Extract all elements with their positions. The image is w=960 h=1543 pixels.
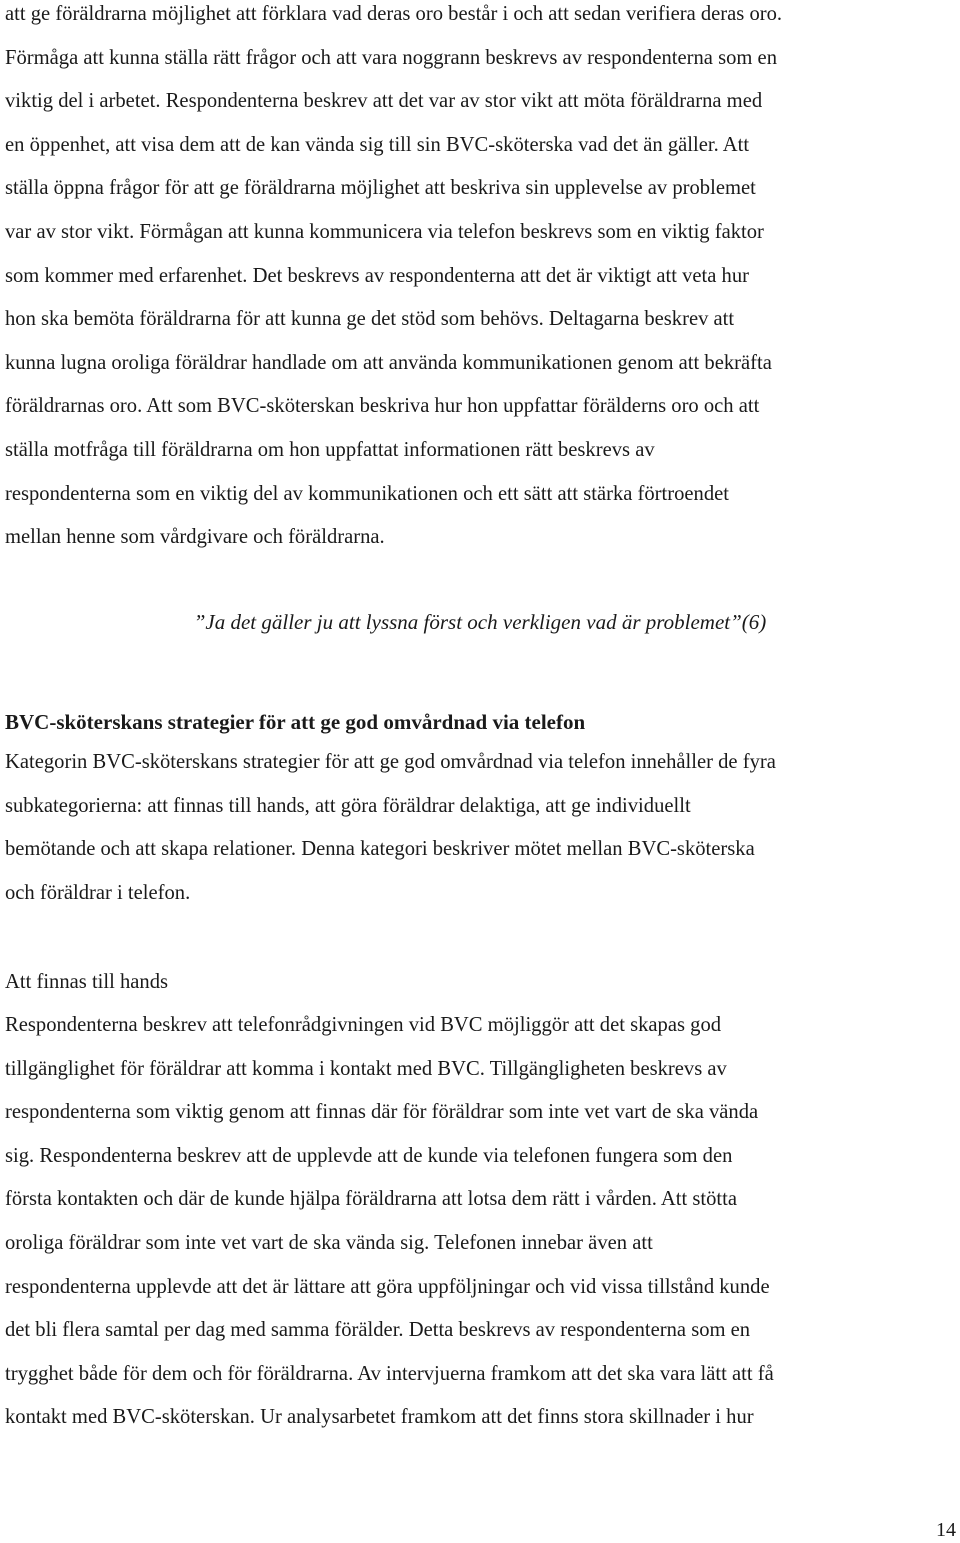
text-line: att ge föräldrarna möjlighet att förklara vad deras oro består i och att sedan verifiera deras oro. [5, 3, 783, 25]
text-line: första kontakten och där de kunde hjälpa föräldrarna att lotsa dem rätt i vården. Att stötta [5, 1188, 737, 1211]
text-line: en öppenhet, att visa dem att de kan vända sig till sin BVC-sköterska vad det än gäller. Att [5, 133, 750, 156]
subsection-heading: Att finnas till hands [5, 971, 169, 993]
text-line: kunna lugna oroliga föräldrar handlade om att använda kommunikationen genom att bekräfta [5, 351, 772, 374]
text-line: Förmåga att kunna ställa rätt frågor och att vara noggrann beskrevs av respondenterna som en [5, 46, 777, 69]
document-page [5, 0, 955, 1429]
body-paragraph-3 [5, 1004, 955, 1440]
text-line: respondenterna upplevde att det är lättare att göra uppföljningar och vid vissa tillstånd kunde [5, 1275, 770, 1298]
text-line: respondenterna som viktig genom att finnas där för föräldrar som inte vet vart de ska vända [5, 1101, 759, 1124]
body-paragraph-2 [5, 741, 955, 915]
text-line: var av stor vikt. Förmågan att kunna kommunicera via telefon beskrevs som en viktig faktor [5, 220, 764, 243]
text-line: Kategorin BVC-sköterskans strategier för att ge god omvårdnad via telefon innehåller de fyra [5, 751, 776, 773]
text-line: oroliga föräldrar som inte vet vart de ska vända sig. Telefonen innebar även att [5, 1231, 653, 1254]
text-line: mellan henne som vårdgivare och föräldrarna. [5, 526, 385, 549]
text-line: trygghet både för dem och för föräldrarna. Av intervjuerna framkom att det ska vara lätt att få [5, 1362, 774, 1385]
text-line: ställa motfråga till föräldrarna om hon uppfattat informationen rätt beskrevs av [5, 438, 655, 461]
section-heading: BVC-sköterskans strategier för att ge god omvårdnad via telefon [5, 710, 586, 734]
text-line: föräldrarnas oro. Att som BVC-sköterskan beskriva hur hon uppfattar förälderns oro och att [5, 395, 760, 418]
text-line: bemötande och att skapa relationer. Denna kategori beskriver mötet mellan BVC-sköterska [5, 838, 755, 861]
text-line: kontakt med BVC-sköterskan. Ur analysarbetet framkom att det finns stora skillnader i hur [5, 1406, 754, 1429]
page-number: 14 [936, 1519, 956, 1541]
text-line: sig. Respondenterna beskrev att de upplevde att de kunde via telefonen fungera som den [5, 1144, 733, 1167]
text-line: och föräldrar i telefon. [5, 881, 191, 904]
body-paragraph-1 [5, 0, 955, 560]
text-line: hon ska bemöta föräldrarna för att kunna ge det stöd som behövs. Deltagarna beskrev att [5, 308, 735, 331]
text-line: Respondenterna beskrev att telefonrådgivningen vid BVC möjliggör att det skapas god [5, 1014, 722, 1036]
text-line: tillgänglighet för föräldrar att komma i kontakt med BVC. Tillgängligheten beskrevs av [5, 1057, 727, 1080]
text-line: det bli flera samtal per dag med samma förälder. Detta beskrevs av respondenterna som en [5, 1319, 751, 1342]
interview-quote: ”Ja det gäller ju att lyssna först och verkligen vad är problemet”(6) [193, 610, 767, 634]
text-line: subkategorierna: att finnas till hands, att göra föräldrar delaktiga, att ge individuellt [5, 794, 691, 817]
text-line: viktig del i arbetet. Respondenterna beskrev att det var av stor vikt att möta föräldrarna med [5, 90, 763, 113]
text-line: respondenterna som en viktig del av kommunikationen och ett sätt att stärka förtroendet [5, 482, 730, 505]
text-line: ställa öppna frågor för att ge föräldrarna möjlighet att beskriva sin upplevelse av problemet [5, 177, 756, 200]
text-line: som kommer med erfarenhet. Det beskrevs av respondenterna att det är viktigt att veta hur [5, 264, 749, 287]
